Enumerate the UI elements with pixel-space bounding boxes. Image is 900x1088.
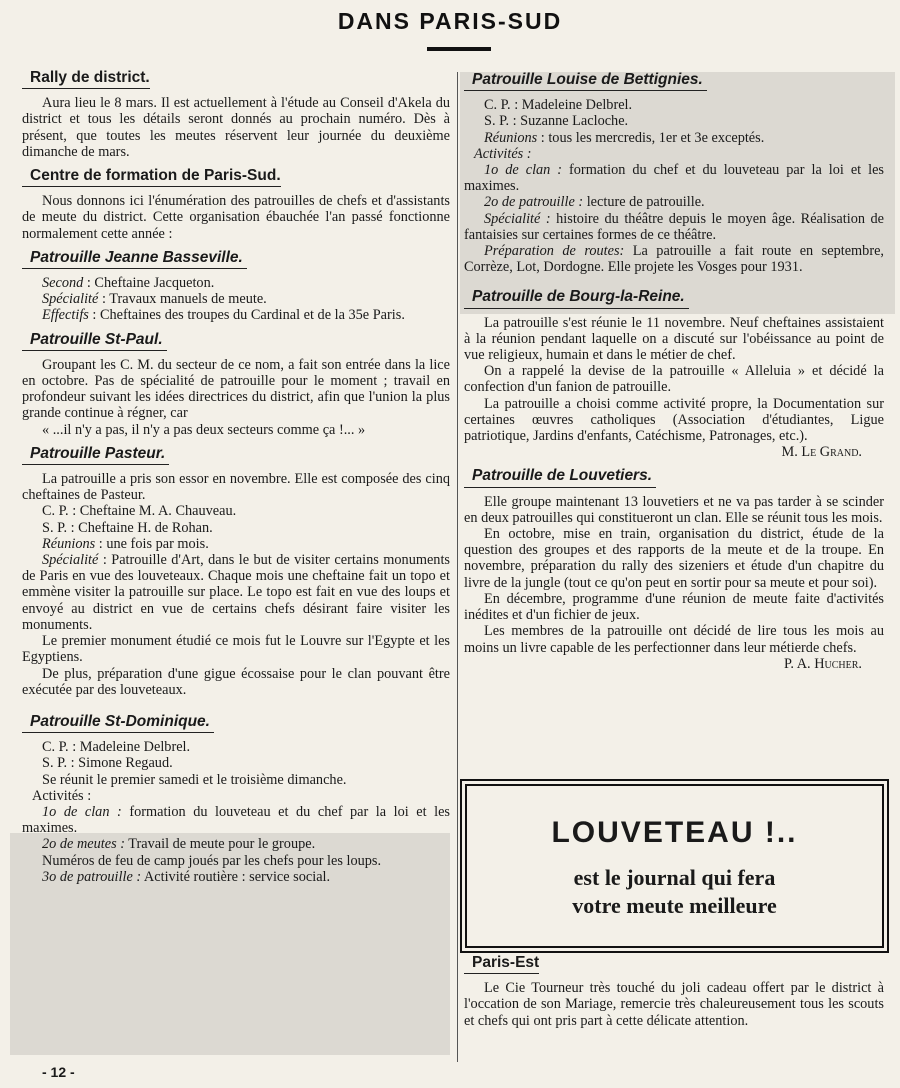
- info-line: Spécialité : Travaux manuels de meute.: [42, 291, 267, 308]
- paragraph: Groupant les C. M. du secteur de ce nom, a fait son entrée dans la lice en octobre. Pas de spécialité de patrouille pour le moment ; travail en profondeur suivant les idées directrices du district, afin que l'union la plus grande continue à régner, car: [22, 356, 450, 422]
- patrol-heading: Patrouille de Bourg-la-Reine.: [464, 289, 689, 308]
- patrol-heading: Patrouille St-Paul.: [22, 332, 167, 351]
- activity-item: 2o de meutes : Travail de meute pour le groupe.: [42, 836, 316, 853]
- paragraph: Le Cie Tourneur très touché du joli cadeau offert par le district à l'occation de son Mariage, remercie très chaleureusement tous les scouts et chefs qui ont pris part à cette délicate attention.: [464, 980, 884, 1029]
- paragraph: Elle groupe maintenant 13 louvetiers et ne va pas tarder à se scinder en deux patrouilles qui constitueront un clan. Elle se réunit tous les mois.: [464, 493, 884, 526]
- paragraph: Le premier monument étudié ce mois fut le Louvre sur l'Egypte et les Egyptiens.: [22, 633, 450, 666]
- section-heading: Rally de district.: [22, 70, 150, 89]
- info-line: Second : Cheftaine Jacqueton.: [42, 275, 215, 292]
- info-line: C. P. : Madeleine Delbrel.: [42, 739, 191, 756]
- activity-item: 1o de clan : formation du chef et du louveteau par la loi et les maximes.: [464, 162, 884, 195]
- section-st-dominique: [22, 714, 450, 885]
- patrol-heading: Patrouille Pasteur.: [22, 446, 169, 465]
- info-line: Réunions : une fois par mois.: [42, 535, 209, 552]
- patrol-heading: Patrouille Jeanne Basseville.: [22, 250, 247, 269]
- paragraph: Spécialité : Patrouille d'Art, dans le but de visiter certains monuments de Paris en vue des louveteaux. Chaque mois une cheftaine fait un topo et emmène visiter la patrouille sur place. Le topo est fait en vue des loups et envoyé au district en vue de certains chefs désirant faire visiter les monuments.: [22, 552, 450, 633]
- paragraph: On a rappelé la devise de la patrouille « Alleluia » et décidé la confection d'un fanion de patrouille.: [464, 363, 884, 396]
- activity-item: 3o de patrouille : Activité routière : service social.: [42, 868, 331, 885]
- activities-label: Activités :: [474, 145, 532, 162]
- activity-item: Spécialité : histoire du théâtre depuis le moyen âge. Réalisation de fantaisies sur certaines formes de ce théâtre.: [464, 210, 884, 243]
- signature: M. Le Grand.: [781, 444, 862, 461]
- signature: P. A. Hucher.: [784, 655, 862, 672]
- quote: « ...il n'y a pas, il n'y a pas deux secteurs comme ça !... »: [42, 421, 366, 438]
- patrol-heading: Patrouille St-Dominique.: [22, 714, 214, 733]
- paragraph: La patrouille s'est réunie le 11 novembre. Neuf cheftaines assistaient à la réunion pendant laquelle on a discuté sur l'obéissance au point de vue religieux, humain et dans le métier de chef.: [464, 314, 884, 364]
- paragraph: En octobre, mise en train, organisation du district, étude de la question des groupes et des rapports de la meute et de la troupe. En novembre, préparation du rally des sizeniers et étude d'un chapitre du livre de la jungle (tout ce qu'on peut en sortir pour sa meute et pour soi).: [464, 526, 884, 591]
- info-line: C. P. : Madeleine Delbrel.: [484, 97, 633, 114]
- patrol-heading: Patrouille de Louvetiers.: [464, 468, 656, 487]
- section-rally: [22, 70, 450, 160]
- activity-item: 1o de clan : formation du louveteau et du chef par la loi et les maximes.: [22, 803, 450, 837]
- info-line: S. P. : Cheftaine H. de Rohan.: [42, 519, 213, 536]
- paragraph: La patrouille a choisi comme activité propre, la Documentation sur certaines œuvres catholiques (Association d'étudiantes, Ligue patriotique, Jardins d'enfants, Catéchisme, Patronages, etc.).: [464, 395, 884, 445]
- advert-line: votre meute meilleure: [572, 893, 777, 918]
- info-line: Réunions : tous les mercredis, 1er et 3e exceptés.: [484, 129, 765, 146]
- section-louvetiers: [464, 468, 884, 671]
- section-bourg-la-reine: [464, 289, 884, 460]
- page-title: DANS PARIS-SUD: [337, 8, 563, 34]
- paragraph: De plus, préparation d'une gigue écossaise pour le clan pouvant être exécutée par des louveteaux.: [22, 665, 450, 698]
- paragraph: La patrouille a pris son essor en novembre. Elle est composée des cinq cheftaines de Pasteur.: [22, 471, 450, 504]
- activity-item: 2o de patrouille : lecture de patrouille.: [484, 194, 705, 211]
- info-line: S. P. : Suzanne Lacloche.: [484, 113, 629, 130]
- section-heading: Centre de formation de Paris-Sud.: [22, 168, 281, 187]
- paragraph: Nous donnons ici l'énumération des patrouilles de chefs et d'assistants de meute du district. Cette organisation ébauchée l'an passé fonctionne normalement cette année :: [22, 193, 450, 242]
- paragraph: Aura lieu le 8 mars. Il est actuellement à l'étude au Conseil d'Akela du district et tous les détails seront donnés au prochain numéro. Dès à présent, que toutes les meutes réservent leur journée du deuxième dimanche de mars.: [22, 95, 450, 160]
- page-number: - 12 -: [42, 1064, 75, 1080]
- section-st-paul: [22, 332, 450, 438]
- section-basseville: [22, 250, 450, 324]
- right-column: [464, 72, 884, 680]
- title-rule: [427, 47, 491, 51]
- section-bettignies: [464, 72, 884, 275]
- advert-line: est le journal qui fera: [573, 865, 776, 890]
- left-column: [22, 70, 450, 893]
- activity-item: Numéros de feu de camp joués par les chefs pour les loups.: [42, 852, 382, 869]
- info-line: Effectifs : Cheftaines des troupes du Cardinal et de la 35e Paris.: [42, 307, 405, 324]
- activities-label: Activités :: [32, 787, 92, 804]
- louveteau-advert: [465, 784, 884, 948]
- paragraph: Les membres de la patrouille ont décidé de lire tous les mois au moins un livre capable de les perfectionner dans leur métierde chefs.: [464, 623, 884, 656]
- section-centre: [22, 168, 450, 242]
- section-paris-est: [464, 955, 884, 1029]
- info-line: Se réunit le premier samedi et le troisième dimanche.: [42, 771, 347, 788]
- activity-item: Préparation de routes: La patrouille a fait route en septembre, Corrèze, Lot, Dordogne. Elle projete les Vosges pour 1931.: [464, 243, 884, 276]
- info-line: S. P. : Simone Regaud.: [42, 755, 173, 772]
- section-heading: Paris-Est: [464, 955, 539, 974]
- section-pasteur: [22, 446, 450, 698]
- patrol-heading: Patrouille Louise de Bettignies.: [464, 72, 707, 91]
- paragraph: En décembre, programme d'une réunion de meute faite d'activités inédites et d'un fichier de jeux.: [464, 590, 884, 624]
- info-line: C. P. : Cheftaine M. A. Chauveau.: [42, 503, 237, 520]
- column-divider: [457, 72, 458, 1062]
- advert-title: LOUVETEAU !..: [551, 816, 798, 849]
